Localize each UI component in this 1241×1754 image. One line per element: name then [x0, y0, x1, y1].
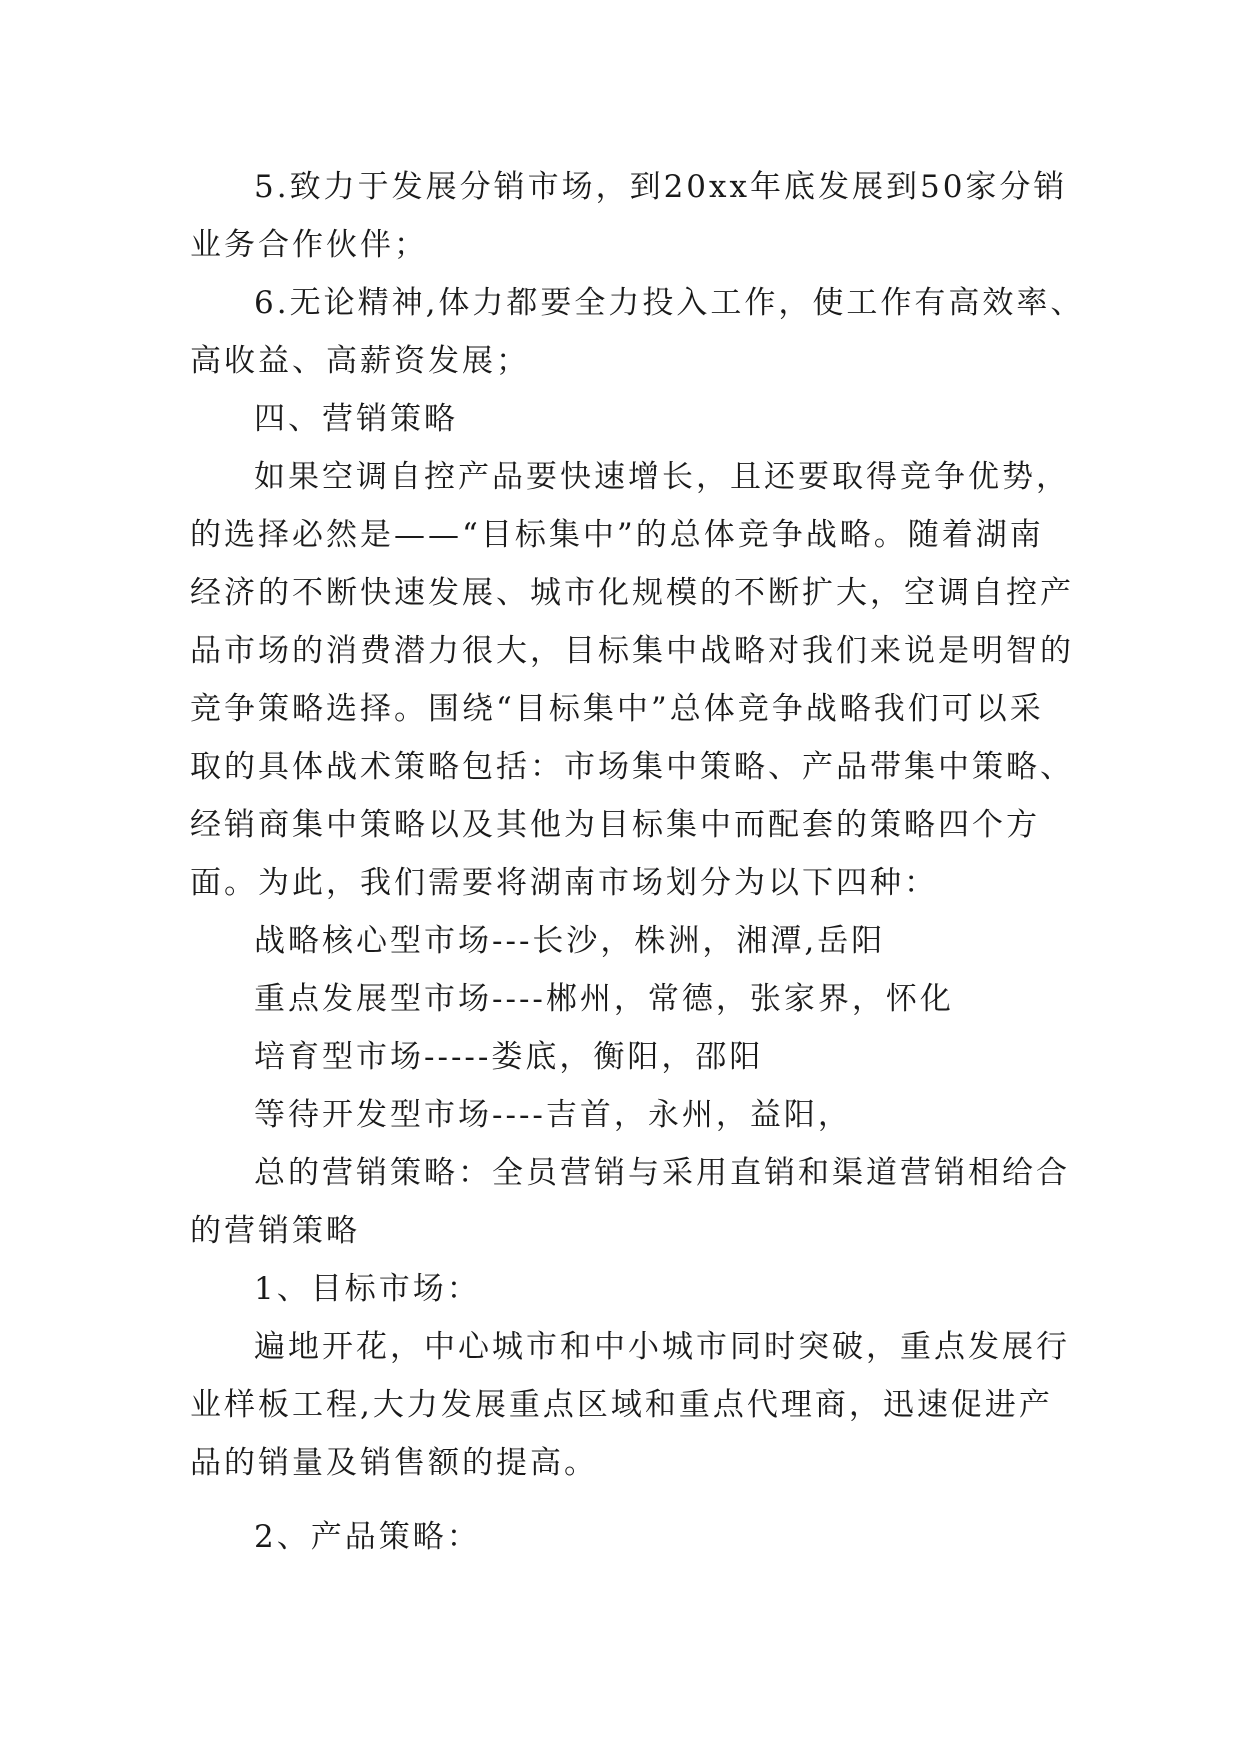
paragraph-line: 品市场的消费潜力很大，目标集中战略对我们来说是明智的: [190, 633, 1074, 669]
subsection-heading: 1、目标市场：: [254, 1271, 481, 1307]
paragraph-line: 品的销量及销售额的提高。: [190, 1445, 598, 1481]
paragraph-line: 的营销策略: [190, 1213, 360, 1249]
market-tier-line: 等待开发型市场----吉首，永州，益阳，: [254, 1097, 852, 1133]
document-body: [190, 158, 1085, 1566]
paragraph-line: 竞争策略选择。围绕“目标集中”总体竞争战略我们可以采: [190, 691, 1044, 727]
paragraph-line: 6.无论精神,体力都要全力投入工作，使工作有高效率、: [254, 285, 1085, 321]
paragraph-line: 高收益、高薪资发展；: [190, 343, 530, 379]
subsection-heading: 2、产品策略：: [254, 1519, 481, 1555]
paragraph-gap: [190, 1492, 1060, 1508]
paragraph-line: 遍地开花，中心城市和中小城市同时突破，重点发展行: [254, 1329, 1070, 1365]
paragraph-line: 5.致力于发展分销市场，到20xx年底发展到50家分销: [254, 169, 1068, 205]
paragraph-line: 业务合作伙伴；: [190, 227, 428, 263]
paragraph-line: 的选择必然是——“目标集中”的总体竞争战略。随着湖南: [190, 517, 1044, 553]
paragraph-line: 经济的不断快速发展、城市化规模的不断扩大，空调自控产: [190, 575, 1074, 611]
paragraph-line: 取的具体战术策略包括：市场集中策略、产品带集中策略、: [190, 749, 1074, 785]
market-tier-line: 培育型市场-----娄底，衡阳，邵阳: [254, 1039, 764, 1075]
section-heading: 四、营销策略: [254, 401, 458, 437]
market-tier-line: 战略核心型市场---长沙，株洲，湘潭,岳阳: [254, 923, 886, 959]
paragraph-line: 业样板工程,大力发展重点区域和重点代理商，迅速促进产: [190, 1387, 1053, 1423]
market-tier-line: 重点发展型市场----郴州，常德，张家界，怀化: [254, 981, 954, 1017]
paragraph-line: 面。为此，我们需要将湖南市场划分为以下四种：: [190, 865, 938, 901]
paragraph-line: 如果空调自控产品要快速增长，且还要取得竞争优势，: [254, 459, 1070, 495]
paragraph-line: 总的营销策略：全员营销与采用直销和渠道营销相给合: [254, 1155, 1070, 1191]
paragraph-line: 经销商集中策略以及其他为目标集中而配套的策略四个方: [190, 807, 1040, 843]
